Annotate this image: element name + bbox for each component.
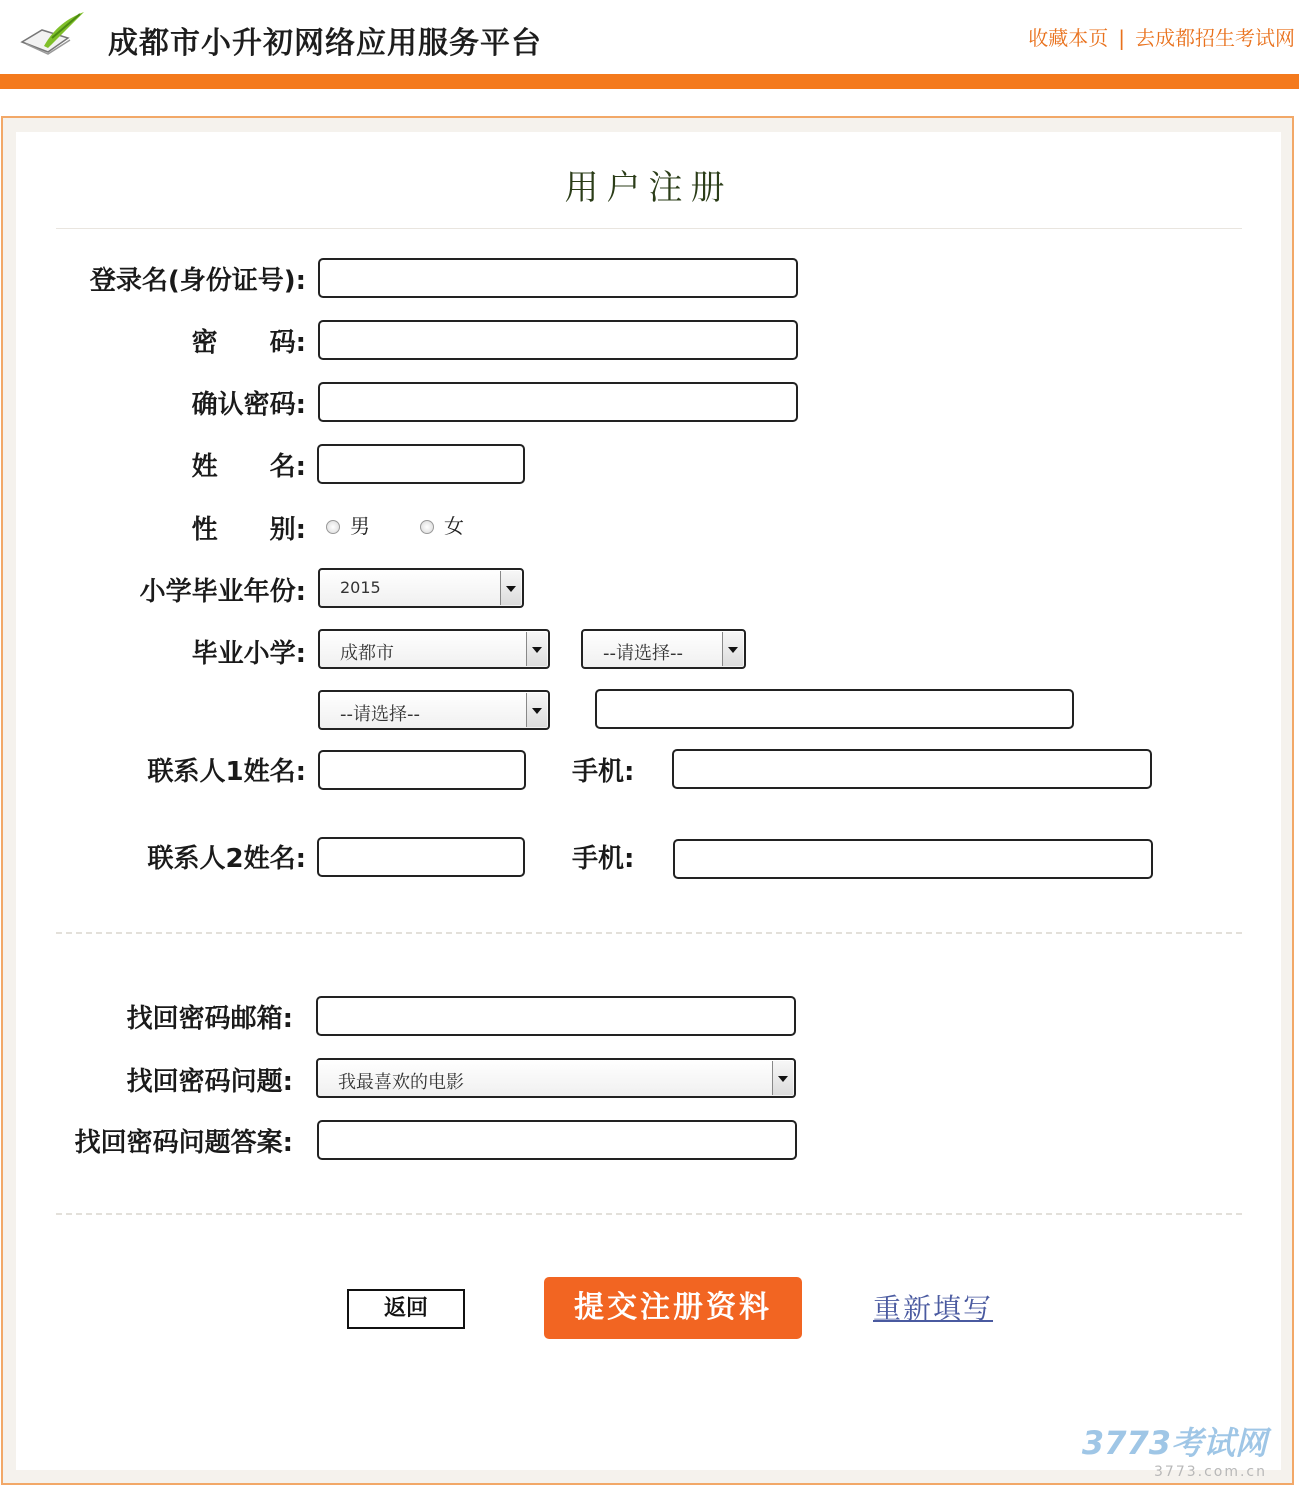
exam-site-link[interactable]: 去成都招生考试网 xyxy=(1135,26,1295,50)
submit-button[interactable]: 提交注册资料 xyxy=(544,1277,802,1339)
watermark-logo: 3773考试网 xyxy=(1081,1424,1267,1462)
school-label: 毕业小学: xyxy=(191,639,306,669)
contact2-name-input[interactable] xyxy=(317,837,525,877)
school-city-select[interactable] xyxy=(318,629,550,669)
book-pen-logo-icon xyxy=(18,8,88,58)
confirm-password-input[interactable] xyxy=(318,382,798,422)
form-frame xyxy=(1,116,1294,1485)
bookmark-link[interactable]: 收藏本页 xyxy=(1028,26,1109,50)
gender-female-radio[interactable] xyxy=(420,520,434,534)
header-accent-bar xyxy=(0,74,1299,89)
contact1-phone-label: 手机: xyxy=(572,757,635,787)
name-input[interactable] xyxy=(317,444,525,484)
back-button[interactable]: 返回 xyxy=(347,1289,465,1329)
link-separator: | xyxy=(1118,26,1125,50)
chevron-down-icon xyxy=(772,1061,793,1095)
recovery-question-label: 找回密码问题: xyxy=(126,1067,293,1097)
gender-male-label: 男 xyxy=(350,514,370,538)
registration-panel xyxy=(16,132,1281,1480)
recovery-email-label: 找回密码邮箱: xyxy=(126,1004,293,1034)
site-watermark xyxy=(1082,1418,1267,1480)
recovery-question-value: 我最喜欢的电影 xyxy=(338,1072,464,1093)
recovery-answer-label: 找回密码问题答案: xyxy=(74,1128,293,1158)
chevron-down-icon xyxy=(500,571,521,605)
contact2-name-label: 联系人2姓名: xyxy=(147,844,306,874)
confirm-password-label: 确认密码: xyxy=(191,390,306,420)
school-district-value: --请选择-- xyxy=(603,643,683,664)
title-divider xyxy=(56,228,1242,229)
gender-female-label: 女 xyxy=(444,514,464,538)
site-header xyxy=(0,0,1299,78)
grad-year-value: 2015 xyxy=(340,578,381,597)
grad-year-select[interactable] xyxy=(318,568,524,608)
login-label: 登录名(身份证号): xyxy=(89,266,306,296)
section-divider xyxy=(56,1213,1242,1215)
section-divider xyxy=(56,932,1242,934)
contact2-phone-input[interactable] xyxy=(673,839,1153,879)
page-title: 用户注册 xyxy=(564,168,733,208)
reset-link[interactable]: 重新填写 xyxy=(873,1292,994,1325)
chevron-down-icon xyxy=(526,632,547,666)
recovery-answer-input[interactable] xyxy=(317,1120,797,1160)
contact2-phone-label: 手机: xyxy=(572,844,635,874)
top-links xyxy=(1028,22,1295,51)
contact1-name-label: 联系人1姓名: xyxy=(147,757,306,787)
grad-year-label: 小学毕业年份: xyxy=(139,577,306,607)
school-city-value: 成都市 xyxy=(340,643,394,664)
login-id-input[interactable] xyxy=(318,258,798,298)
school-name-value: --请选择-- xyxy=(340,704,420,725)
contact1-name-input[interactable] xyxy=(318,750,526,790)
school-district-select[interactable] xyxy=(581,629,746,669)
gender-male-radio[interactable] xyxy=(326,520,340,534)
site-title: 成都市小升初网络应用服务平台 xyxy=(108,26,542,61)
recovery-email-input[interactable] xyxy=(316,996,796,1036)
name-label: 姓 名: xyxy=(191,452,306,482)
chevron-down-icon xyxy=(722,632,743,666)
gender-label: 性 别: xyxy=(191,515,306,545)
password-input[interactable] xyxy=(318,320,798,360)
password-label: 密 码: xyxy=(191,328,306,358)
chevron-down-icon xyxy=(526,693,547,727)
watermark-url: 3773.com.cn xyxy=(1154,1464,1267,1480)
school-name-select[interactable] xyxy=(318,690,550,730)
contact1-phone-input[interactable] xyxy=(672,749,1152,789)
school-other-input[interactable] xyxy=(595,689,1074,729)
recovery-question-select[interactable] xyxy=(316,1058,796,1098)
